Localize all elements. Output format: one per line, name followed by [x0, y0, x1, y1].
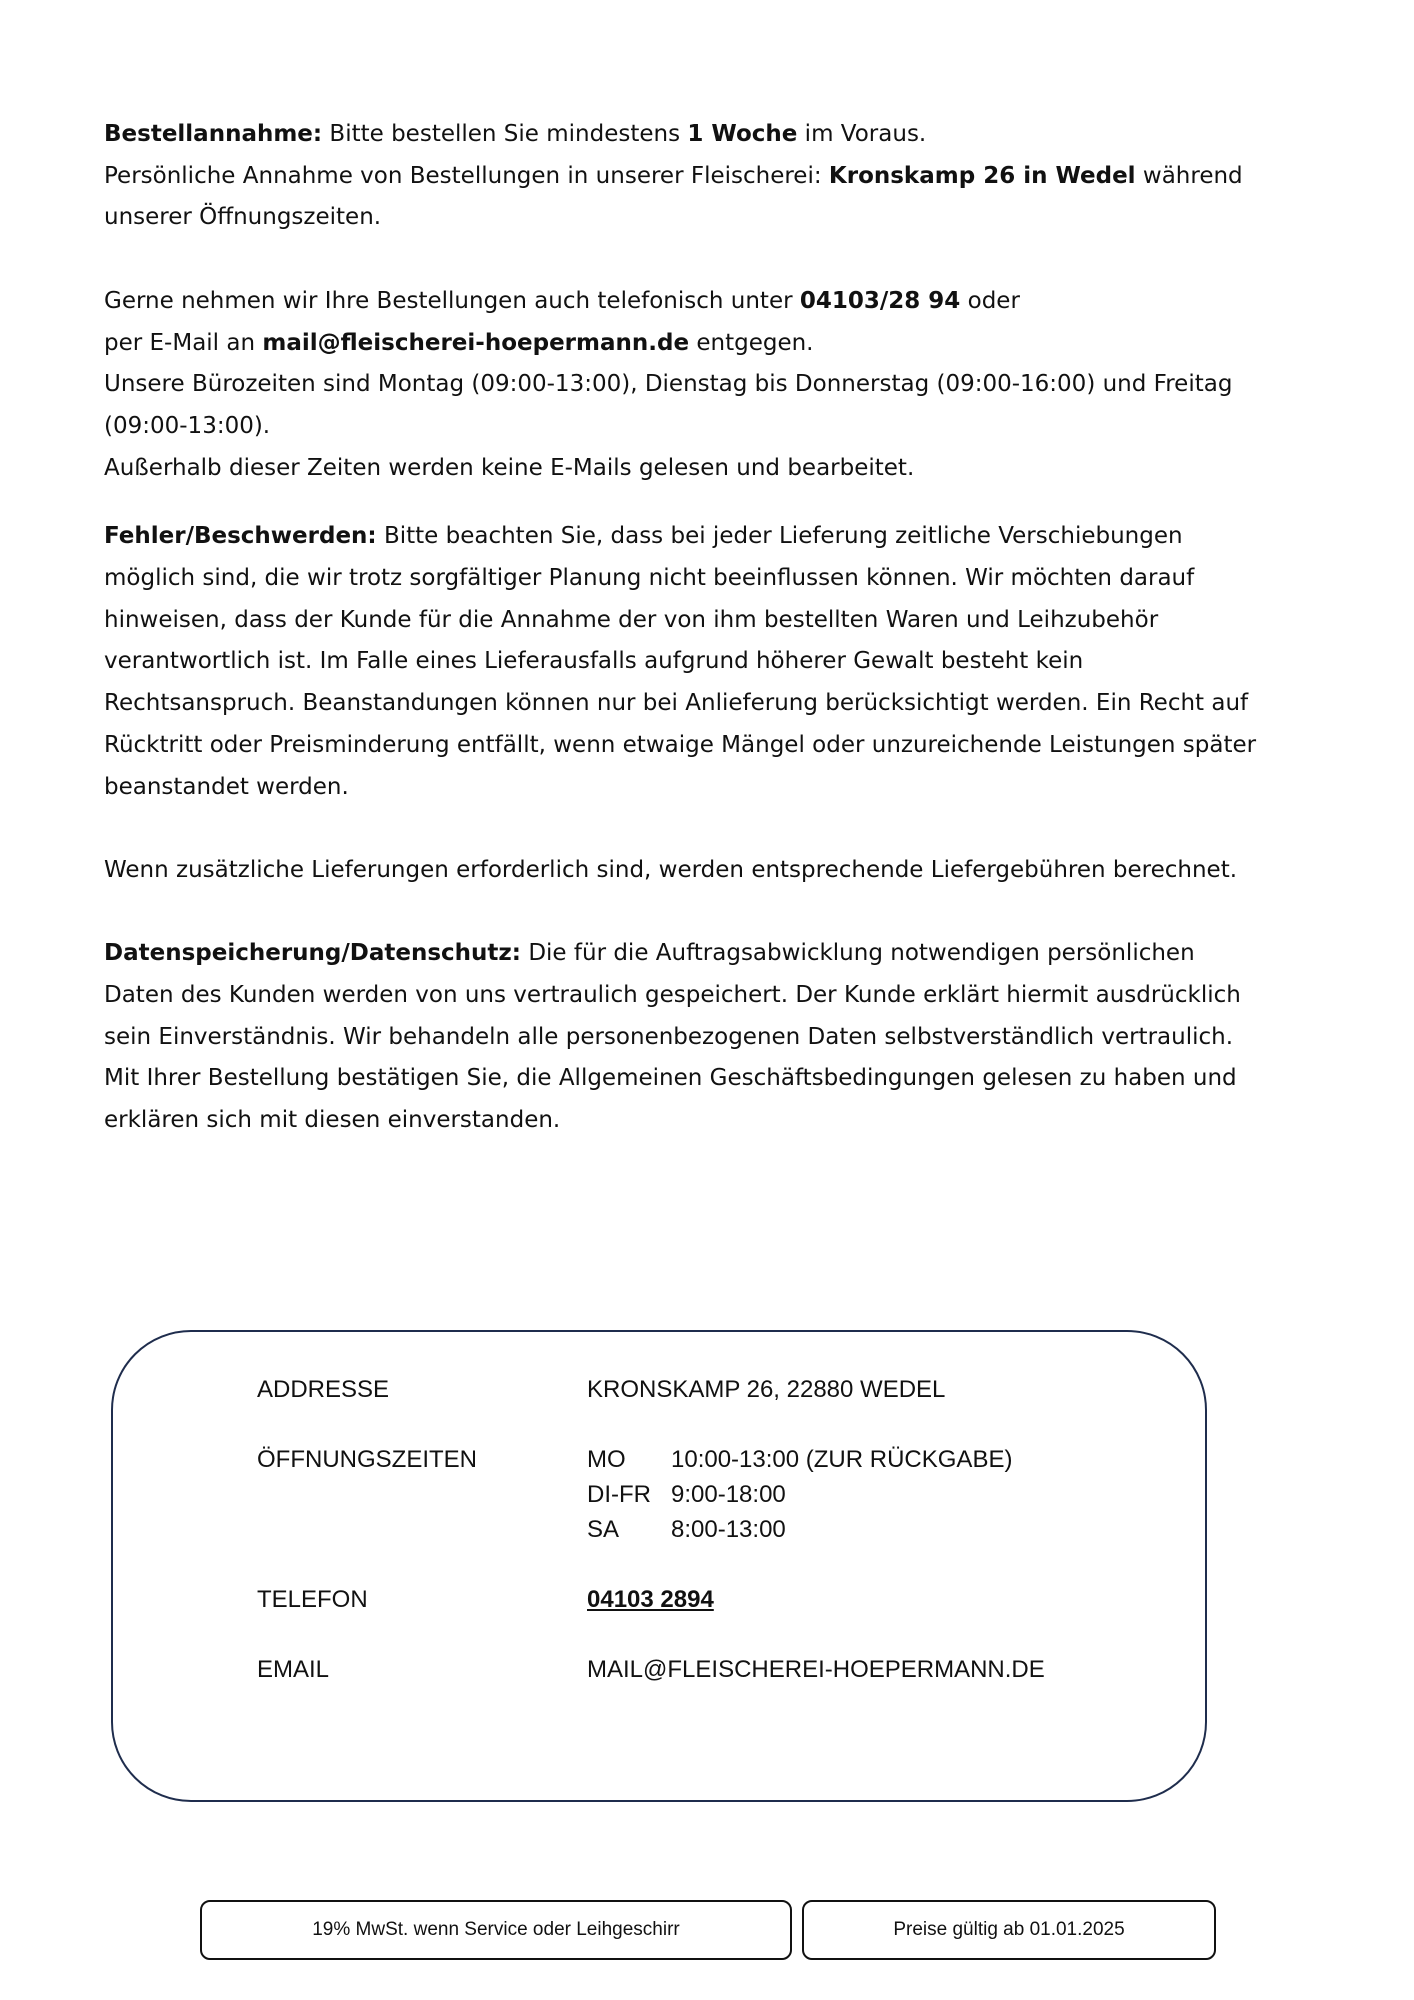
outside-hours-note: Außerhalb dieser Zeiten werden keine E-Mails gelesen und bearbeitet. [104, 454, 915, 481]
hours-item: SA 8:00-13:00 [587, 1516, 786, 1543]
phone-number: 04103/28 94 [799, 287, 961, 314]
hours-label: ÖFFNUNGSZEITEN [257, 1446, 477, 1473]
hours-list [587, 1446, 1012, 1551]
email-address: mail@fleischerei-hoepermann.de [262, 329, 690, 356]
order-line-1: Bestellannahme: Bitte bestellen Sie mindestens 1 Woche im Voraus. [104, 121, 927, 147]
complaints-line-2: möglich sind, die wir trotz sorgfältiger Planung nicht beeinflussen können. Wir möchten darauf [104, 565, 1195, 592]
price-note-box [802, 1900, 1216, 1960]
order-heading: Bestellannahme: [104, 121, 323, 147]
vat-note-box [200, 1900, 792, 1960]
address-label: ADDRESSE [257, 1376, 390, 1403]
email-value: MAIL@FLEISCHEREI-HOEPERMANN.DE [587, 1656, 1045, 1683]
complaints-line-6: Rücktritt oder Preisminderung entfällt, wenn etwaige Mängel oder unzureichende Leistungen später [104, 731, 1257, 758]
terms-text [104, 114, 1334, 1142]
privacy-line-1: Datenspeicherung/Datenschutz: Die für die Auftragsabwicklung notwendigen persönlichen [104, 940, 1195, 967]
contact-info-box [111, 1330, 1207, 1802]
privacy-line-4: Mit Ihrer Bestellung bestätigen Sie, die Allgemeinen Geschäftsbedingungen gelesen zu haben und [104, 1065, 1237, 1092]
privacy-line-2: Daten des Kunden werden von uns vertraulich gespeichert. Der Kunde erklärt hiermit ausdrücklich [104, 982, 1241, 1009]
complaints-line-5: Rechtsanspruch. Beanstandungen können nur bei Anlieferung berücksichtigt werden. Ein Recht auf [104, 690, 1249, 717]
privacy-line-5: erklären sich mit diesen einverstanden. [104, 1107, 561, 1134]
complaints-line-3: hinweisen, dass der Kunde für die Annahme der von ihm bestellten Waren und Leihzubehör [104, 606, 1159, 633]
vat-note: 19% MwSt. wenn Service oder Leihgeschirr [312, 1919, 680, 1940]
privacy-heading: Datenspeicherung/Datenschutz: [104, 940, 522, 967]
office-hours-2: (09:00-13:00). [104, 412, 271, 439]
address-value: KRONSKAMP 26, 22880 WEDEL [587, 1376, 946, 1403]
email-label: EMAIL [257, 1656, 330, 1683]
phone-label: TELEFON [257, 1586, 368, 1613]
order-line-3: unserer Öffnungszeiten. [104, 204, 382, 231]
privacy-line-3: sein Einverständnis. Wir behandeln alle personenbezogenen Daten selbstverständlich vertraulich. [104, 1023, 1234, 1050]
office-hours: Unsere Bürozeiten sind Montag (09:00-13:00), Dienstag bis Donnerstag (09:00-16:00) und Freitag [104, 371, 1233, 398]
order-line-2: Persönliche Annahme von Bestellungen in unserer Fleischerei: Kronskamp 26 in Wedel während [104, 162, 1243, 189]
complaints-line-7: beanstandet werden. [104, 773, 349, 800]
contact-line-1: Gerne nehmen wir Ihre Bestellungen auch telefonisch unter 04103/28 94 oder [104, 287, 1020, 314]
phone-link[interactable]: 04103 2894 [587, 1586, 714, 1613]
complaints-line-4: verantwortlich ist. Im Falle eines Lieferausfalls aufgrund höherer Gewalt besteht kein [104, 648, 1084, 675]
hours-item: DI-FR 9:00-18:00 [587, 1481, 786, 1508]
hours-item: MO 10:00-13:00 (ZUR RÜCKGABE) [587, 1446, 1013, 1473]
contact-line-2: per E-Mail an mail@fleischerei-hoepermann.de entgegen. [104, 329, 814, 356]
price-note: Preise gültig ab 01.01.2025 [893, 1919, 1125, 1940]
delivery-fees-note: Wenn zusätzliche Lieferungen erforderlich sind, werden entsprechende Liefergebühren berechnet. [104, 856, 1238, 883]
complaints-line-1: Fehler/Beschwerden: Bitte beachten Sie, dass bei jeder Lieferung zeitliche Verschiebungen [104, 523, 1183, 550]
complaints-heading: Fehler/Beschwerden: [104, 523, 377, 550]
